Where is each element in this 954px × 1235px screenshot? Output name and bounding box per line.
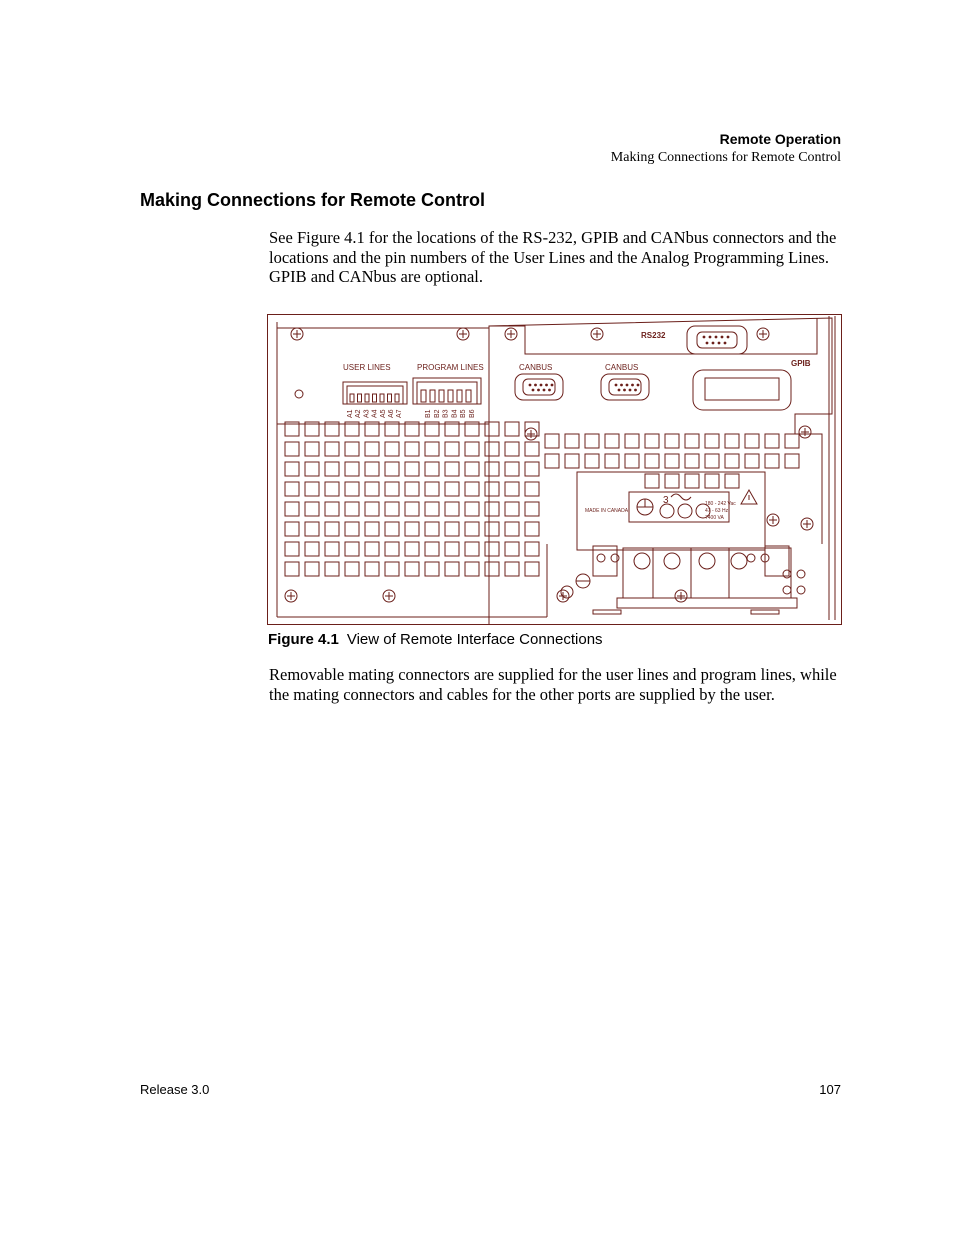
vent-slot [285, 562, 299, 576]
vent-slot [745, 434, 759, 448]
vent-slot [285, 462, 299, 476]
vent-slot [305, 502, 319, 516]
vent-slot [325, 462, 339, 476]
vent-slot [565, 454, 579, 468]
vent-slot [305, 442, 319, 456]
vent-slot [405, 442, 419, 456]
vent-slot [465, 462, 479, 476]
vent-slot [605, 454, 619, 468]
user-pin-label: A1 [347, 409, 354, 418]
vent-slot [745, 454, 759, 468]
hole [747, 554, 755, 562]
vent-slot [705, 434, 719, 448]
connector-pin [551, 384, 554, 387]
vent-slot [525, 442, 539, 456]
vent-slot [305, 522, 319, 536]
user-pin-label: A3 [363, 409, 371, 418]
vent-slot [345, 562, 359, 576]
connector-pin [718, 342, 721, 345]
vent-slot [785, 454, 799, 468]
vent-slot [665, 454, 679, 468]
vent-slot [605, 434, 619, 448]
vent-slot [765, 434, 779, 448]
terminal-pin [421, 390, 426, 402]
connector-pin [709, 336, 712, 339]
vent-slot [285, 482, 299, 496]
terminal-pin [448, 390, 453, 402]
vent-slot [465, 502, 479, 516]
vent-slot [385, 462, 399, 476]
vent-slot [625, 454, 639, 468]
vent-slot [345, 522, 359, 536]
screw-icon [291, 328, 303, 340]
connector-pin [532, 389, 535, 392]
vent-slot [425, 482, 439, 496]
user-pin-label: A5 [379, 409, 387, 418]
program-pin-label: B5 [460, 409, 468, 418]
vent-slot [525, 462, 539, 476]
vent-slot [585, 434, 599, 448]
terminal-pin [457, 390, 462, 402]
vent-slot [465, 482, 479, 496]
vent-slot [465, 562, 479, 576]
vent-grid [285, 422, 799, 576]
screw-icon [801, 518, 813, 530]
screw-icon [457, 328, 469, 340]
vent-slot [485, 562, 499, 576]
connector-pin [548, 389, 551, 392]
vent-slot [685, 454, 699, 468]
vent-slot [405, 522, 419, 536]
vent-slot [345, 482, 359, 496]
screw-icon [285, 590, 297, 602]
vent-slot [545, 454, 559, 468]
vent-slot [725, 454, 739, 468]
vent-slot [565, 434, 579, 448]
screw-icon [557, 590, 569, 602]
vent-slot [725, 434, 739, 448]
vent-slot [325, 502, 339, 516]
vent-slot [525, 482, 539, 496]
vent-slot [445, 562, 459, 576]
vent-slot [645, 474, 659, 488]
vent-slot [285, 442, 299, 456]
user-pin-label: A6 [388, 409, 395, 418]
connector-pin [703, 336, 706, 339]
hole [797, 570, 805, 578]
vent-slot [485, 502, 499, 516]
connector-pin [537, 389, 540, 392]
hole [611, 554, 619, 562]
gpib-label: GPIB [791, 359, 811, 368]
vent-slot [505, 562, 519, 576]
screw-icon [799, 426, 811, 438]
vent-slot [485, 442, 499, 456]
program-pin-label: B2 [433, 409, 441, 418]
terminal-pin [380, 394, 384, 402]
vent-slot [485, 462, 499, 476]
vent-slot [385, 562, 399, 576]
vent-slot [485, 482, 499, 496]
running-header-chapter: Remote Operation [719, 131, 841, 147]
hole [597, 554, 605, 562]
canbus-label-2: CANBUS [605, 363, 639, 372]
vent-slot [505, 522, 519, 536]
closing-paragraph: Removable mating connectors are supplied for the user lines and program lines, while the mating connectors and cables for the other ports are supplied by the user. [269, 665, 837, 704]
vent-slot [585, 454, 599, 468]
vent-slot [325, 522, 339, 536]
rating-voltage-label: 180 - 242 Vac [705, 501, 736, 507]
vent-slot [345, 462, 359, 476]
terminal-pin [365, 394, 369, 402]
connector-pin [637, 384, 640, 387]
user-lines-label: USER LINES [343, 363, 391, 372]
vent-slot [365, 542, 379, 556]
rs232-label: RS232 [641, 331, 666, 340]
program-pin-label: B1 [425, 409, 432, 418]
terminal-pin [358, 394, 362, 402]
vent-slot [505, 462, 519, 476]
user-pin-label: A7 [396, 409, 404, 418]
vent-slot [365, 522, 379, 536]
vent-slot [385, 442, 399, 456]
connector-pin [626, 384, 629, 387]
connector-pin [634, 389, 637, 392]
terminal-pin [395, 394, 399, 402]
screw-icon [757, 328, 769, 340]
vent-slot [365, 462, 379, 476]
vent-slot [445, 482, 459, 496]
connector-pin [629, 389, 632, 392]
vent-slot [425, 442, 439, 456]
connector-pin [545, 384, 548, 387]
vent-slot [425, 502, 439, 516]
screw-icon [505, 328, 517, 340]
footer-release: Release 3.0 [140, 1082, 210, 1097]
vent-slot [325, 562, 339, 576]
vent-slot [325, 482, 339, 496]
connector-pin [618, 389, 621, 392]
program-lines-label: PROGRAM LINES [417, 363, 484, 372]
rating-frequency-label: 47 - 63 Hz [705, 508, 729, 514]
vent-slot [465, 542, 479, 556]
vent-slot [305, 562, 319, 576]
terminal-pin [350, 394, 354, 402]
vent-slot [365, 502, 379, 516]
intro-paragraph: See Figure 4.1 for the locations of the RS-232, GPIB and CANbus connectors and the locations and the pin numbers of the User Lines and the Analog Programming Lines. GPIB and CANbus are optional. [269, 228, 837, 286]
vent-slot [665, 474, 679, 488]
terminal-pin [466, 390, 471, 402]
vent-slot [325, 542, 339, 556]
vent-slot [645, 434, 659, 448]
connector-pin [715, 336, 718, 339]
vent-slot [505, 442, 519, 456]
vent-slot [425, 522, 439, 536]
terminal-pin [388, 394, 392, 402]
vent-slot [525, 502, 539, 516]
connector-pin [540, 384, 543, 387]
phase-label: 3 [663, 495, 669, 506]
vent-slot [285, 522, 299, 536]
connector-pin [534, 384, 537, 387]
rating-power-label: 7400 VA [705, 515, 724, 521]
vent-slot [705, 474, 719, 488]
vent-slot [485, 542, 499, 556]
hole [783, 570, 791, 578]
vent-slot [525, 542, 539, 556]
vent-slot [385, 482, 399, 496]
connector-pin [721, 336, 724, 339]
vent-slot [385, 542, 399, 556]
vent-slot [525, 522, 539, 536]
vent-slot [425, 562, 439, 576]
connector-pin [615, 384, 618, 387]
screw-icon [525, 428, 537, 440]
vent-slot [445, 522, 459, 536]
vent-slot [465, 442, 479, 456]
made-in-label: MADE IN CANADA [585, 508, 629, 514]
vent-slot [445, 442, 459, 456]
vent-slot [705, 454, 719, 468]
connector-pin [712, 342, 715, 345]
screw-icon [383, 590, 395, 602]
vent-slot [345, 502, 359, 516]
vent-slot [305, 462, 319, 476]
running-header-section: Making Connections for Remote Control [610, 150, 841, 165]
vent-slot [445, 542, 459, 556]
vent-slot [305, 542, 319, 556]
vent-slot [325, 442, 339, 456]
vent-slot [545, 434, 559, 448]
vent-slot [405, 562, 419, 576]
vent-slot [505, 482, 519, 496]
footer-page-number: 107 [819, 1082, 841, 1097]
vent-slot [385, 522, 399, 536]
vent-slot [465, 522, 479, 536]
program-pin-label: B4 [451, 409, 459, 418]
vent-slot [685, 434, 699, 448]
section-title: Making Connections for Remote Control [140, 190, 486, 210]
vent-slot [365, 482, 379, 496]
vent-slot [405, 462, 419, 476]
vent-slot [505, 542, 519, 556]
terminal-pin [430, 390, 435, 402]
terminal-pin [373, 394, 377, 402]
connector-pin [623, 389, 626, 392]
user-pin-label: A4 [371, 409, 379, 418]
vent-slot [505, 502, 519, 516]
vent-slot [345, 542, 359, 556]
vent-slot [665, 434, 679, 448]
screw-icon [767, 514, 779, 526]
vent-slot [485, 522, 499, 536]
program-pin-label: B6 [469, 409, 476, 418]
connector-pin [529, 384, 532, 387]
hole [295, 390, 303, 398]
vent-slot [765, 454, 779, 468]
vent-slot [385, 502, 399, 516]
connector-pin [631, 384, 634, 387]
program-pin-label: B3 [442, 409, 450, 418]
canbus-label-1: CANBUS [519, 363, 553, 372]
vent-slot [305, 482, 319, 496]
vent-slot [525, 562, 539, 576]
connector-pin [727, 336, 730, 339]
vent-slot [285, 502, 299, 516]
connector-pin [620, 384, 623, 387]
vent-slot [365, 442, 379, 456]
figure-caption-text: View of Remote Interface Connections [346, 631, 603, 648]
terminal-pin [439, 390, 444, 402]
vent-slot [405, 482, 419, 496]
vent-slot [725, 474, 739, 488]
connector-pin [724, 342, 727, 345]
screw-icon [591, 328, 603, 340]
user-pin-label: A2 [355, 409, 363, 418]
figure-label: Figure 4.1 [268, 631, 339, 648]
remote-interface-figure [267, 314, 842, 625]
vent-slot [285, 542, 299, 556]
vent-slot [425, 542, 439, 556]
vent-slot [625, 434, 639, 448]
hole [783, 586, 791, 594]
vent-slot [405, 502, 419, 516]
figure-caption [268, 631, 603, 648]
vent-slot [405, 542, 419, 556]
vent-slot [645, 454, 659, 468]
vent-slot [505, 422, 519, 436]
connector-pin [706, 342, 709, 345]
vent-slot [445, 462, 459, 476]
vent-slot [425, 462, 439, 476]
screw-icon [675, 590, 687, 602]
rear-panel-drawing [267, 314, 842, 625]
vent-slot [445, 502, 459, 516]
vent-slot [785, 434, 799, 448]
hole [797, 586, 805, 594]
vent-slot [685, 474, 699, 488]
connector-pin [543, 389, 546, 392]
vent-slot [345, 442, 359, 456]
vent-slot [365, 562, 379, 576]
